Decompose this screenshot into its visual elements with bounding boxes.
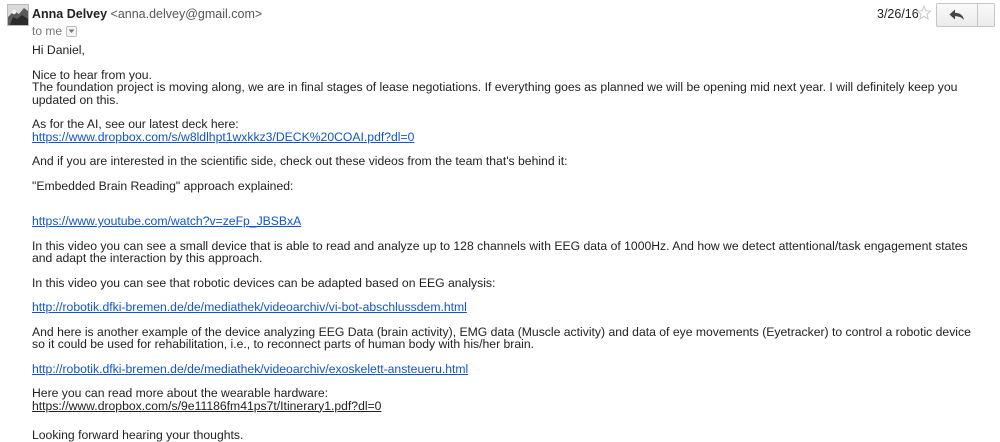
reply-button[interactable] bbox=[936, 3, 977, 27]
sender-avatar[interactable] bbox=[7, 4, 29, 26]
science-intro: And if you are interested in the scientific side, check out these videos from the team that's behind it: bbox=[32, 154, 568, 168]
video3-description: And here is another example of the device analyzing EEG Data (brain activity), EMG data (Muscle activity) and data of eye movements (Eyetracker) to control a robotic device so it could be used for rehabilitation, i.e., to reconnect parts of human body with his/her brain. bbox=[32, 324, 971, 351]
star-icon[interactable] bbox=[916, 5, 932, 21]
recipient-text: to me bbox=[32, 24, 63, 38]
closing-line: Looking forward hearing your thoughts. bbox=[32, 428, 244, 442]
recipient-line bbox=[32, 24, 77, 38]
message-body bbox=[32, 44, 977, 442]
chevron-down-icon bbox=[68, 29, 75, 34]
robotik-link-vibot[interactable]: http://robotik.dfki-bremen.de/de/mediathek/videoarchiv/vi-bot-abschlussdem.html bbox=[32, 300, 467, 314]
youtube-link[interactable]: https://www.youtube.com/watch?v=zeFp_JBSBxA bbox=[32, 214, 302, 228]
greeting: Hi Daniel, bbox=[32, 43, 85, 57]
message-date: 3/26/16 bbox=[877, 7, 919, 21]
robotik-link-exoskelett[interactable]: http://robotik.dfki-bremen.de/de/mediathek/videoarchiv/exoskelett-ansteueru.html bbox=[32, 361, 469, 376]
deck-intro: As for the AI, see our latest deck here: bbox=[32, 117, 239, 131]
deck-link[interactable]: https://www.dropbox.com/s/w8ldlhpt1wxkkz3/DECK%20COAI.pdf?dl=0 bbox=[32, 129, 415, 144]
sender-email: <anna.delvey@gmail.com> bbox=[110, 7, 263, 21]
show-details-button[interactable] bbox=[66, 26, 77, 37]
reply-icon bbox=[949, 9, 965, 21]
body-text-line: The foundation project is moving along, we are in final stages of lease negotiations. If everything goes as planned we will be opening mid next year. I will definitely keep you updated on this. bbox=[32, 80, 958, 107]
sender-line bbox=[32, 7, 262, 21]
body-text-line: Nice to hear from you. bbox=[32, 67, 152, 82]
video2-description: In this video you can see that robotic devices can be adapted based on EEG analysis: bbox=[32, 275, 496, 290]
video1-description: In this video you can see a small device that is able to read and analyze up to 128 channels with EEG data of 1000Hz. And how we detect attentional/task engagement states and adapt the interaction by this approach. bbox=[32, 238, 968, 265]
hardware-intro: Here you can read more about the wearable hardware: bbox=[32, 386, 329, 400]
more-options-button[interactable] bbox=[977, 3, 995, 27]
sender-name[interactable]: Anna Delvey bbox=[32, 7, 108, 21]
ebr-title: "Embedded Brain Reading" approach explained: bbox=[32, 178, 294, 193]
hardware-link[interactable]: https://www.dropbox.com/s/9e11186fm41ps7t/Itinerary1.pdf?dl=0 bbox=[32, 398, 382, 413]
